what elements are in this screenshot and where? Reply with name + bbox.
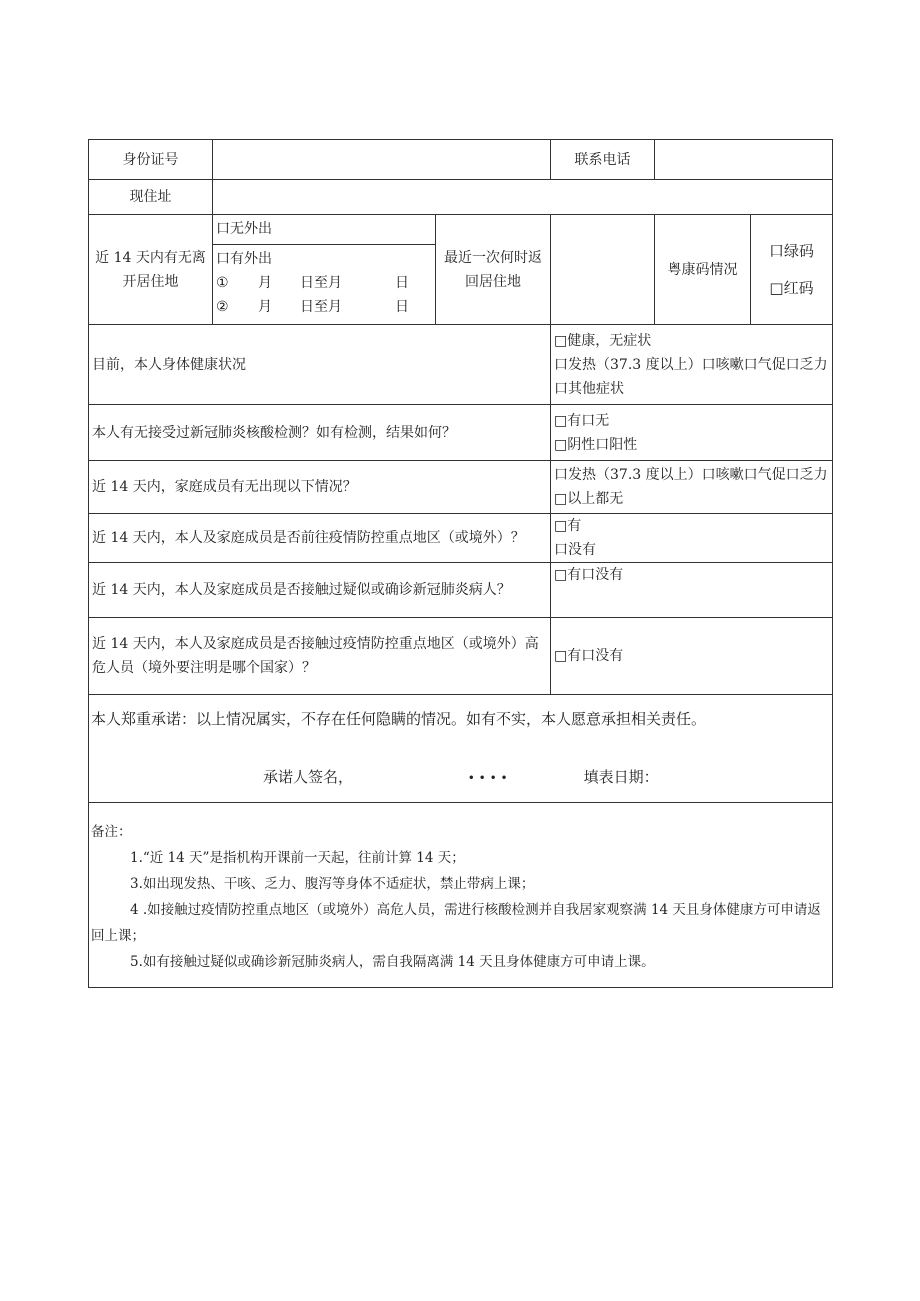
answer-option[interactable]: □有口没有 bbox=[554, 648, 624, 664]
question-row-health bbox=[89, 325, 833, 405]
trip1-range[interactable]: 日至月 bbox=[300, 275, 342, 291]
health-code-options bbox=[751, 215, 833, 325]
answer-cell bbox=[551, 325, 833, 405]
pledge-row bbox=[89, 695, 833, 803]
answer-option[interactable]: 口没有 bbox=[554, 542, 596, 558]
notes-title: 备注： bbox=[91, 824, 132, 840]
has-travel-option[interactable]: 口有外出 bbox=[216, 251, 272, 267]
trip1-marker: ① bbox=[216, 275, 229, 291]
trip2-day[interactable]: 日 bbox=[395, 299, 409, 315]
trip-row-2 bbox=[216, 295, 432, 319]
question-label: 目前，本人身体健康状况 bbox=[89, 325, 551, 405]
answer-cell bbox=[551, 405, 833, 461]
trip2-marker: ② bbox=[216, 299, 229, 315]
return-field[interactable] bbox=[551, 215, 655, 325]
answer-option[interactable]: □有口没有 bbox=[554, 567, 624, 583]
answer-cell bbox=[551, 514, 833, 563]
question-label: 本人有无接受过新冠肺炎核酸检测？如有检测，结果如何？ bbox=[89, 405, 551, 461]
declaration-form bbox=[88, 139, 832, 988]
trip2-month[interactable]: 月 bbox=[258, 299, 272, 315]
answer-option[interactable]: 口发热（37.3 度以上）口咳嗽口气促口乏力口其他症状 bbox=[554, 356, 828, 397]
red-code-option[interactable]: □红码 bbox=[769, 278, 814, 297]
note-item: 5.如有接触过疑似或确诊新冠肺炎病人，需自我隔离满 14 天且身体健康方可申请上课。 bbox=[130, 954, 655, 970]
notes-cell bbox=[89, 803, 833, 988]
answer-option[interactable]: □有 bbox=[554, 518, 582, 534]
signature-label: 承诺人签名， bbox=[263, 768, 354, 786]
trip1-month[interactable]: 月 bbox=[258, 275, 272, 291]
notes-row bbox=[89, 803, 833, 988]
question-row-family bbox=[89, 461, 833, 514]
answer-cell bbox=[551, 461, 833, 514]
trip1-day[interactable]: 日 bbox=[395, 275, 409, 291]
date-label: 填表日期： bbox=[583, 768, 659, 786]
note-item: 3.如出现发热、干咳、乏力、腹泻等身体不适症状，禁止带病上课； bbox=[130, 876, 535, 892]
answer-option[interactable]: □健康，无症状 bbox=[554, 332, 652, 349]
phone-field[interactable] bbox=[655, 140, 833, 180]
signature-line bbox=[91, 765, 830, 790]
id-label: 身份证号 bbox=[89, 140, 213, 180]
id-row bbox=[89, 140, 833, 180]
travel-label: 近 14 天内有无离开居住地 bbox=[89, 215, 213, 325]
green-code-option[interactable]: 口绿码 bbox=[768, 241, 814, 260]
answer-option[interactable]: □有口无 bbox=[554, 412, 610, 429]
note-item: 1.“近 14 天”是指机构开课前一天起，往前计算 14 天； bbox=[130, 850, 465, 866]
form-table bbox=[88, 139, 833, 988]
answer-cell bbox=[551, 563, 833, 618]
question-label: 近 14 天内，本人及家庭成员是否前往疫情防控重点地区（或境外）？ bbox=[89, 514, 551, 563]
address-row bbox=[89, 180, 833, 215]
question-label: 近 14 天内，家庭成员有无出现以下情况？ bbox=[89, 461, 551, 514]
trip-table bbox=[216, 271, 432, 319]
travel-options bbox=[213, 215, 436, 325]
answer-option[interactable]: □以上都无 bbox=[554, 491, 624, 507]
question-label: 近 14 天内，本人及家庭成员是否接触过疫情防控重点地区（或境外）高危人员（境外要注明是哪个国家）？ bbox=[89, 618, 551, 695]
return-label: 最近一次何时返回居住地 bbox=[436, 215, 551, 325]
address-label: 现住址 bbox=[89, 180, 213, 215]
question-row-contact bbox=[89, 563, 833, 618]
travel-row bbox=[89, 215, 833, 325]
pledge-text: 本人郑重承诺：以上情况属实，不存在任何隐瞒的情况。如有不实，本人愿意承担相关责任。 bbox=[91, 710, 707, 728]
question-row-test bbox=[89, 405, 833, 461]
question-row-high-risk bbox=[89, 618, 833, 695]
question-label: 近 14 天内，本人及家庭成员是否接触过疑似或确诊新冠肺炎病人？ bbox=[89, 563, 551, 618]
answer-option[interactable]: □阴性口阳性 bbox=[554, 436, 638, 453]
trip2-range[interactable]: 日至月 bbox=[300, 299, 342, 315]
address-field[interactable] bbox=[213, 180, 833, 215]
question-row-region bbox=[89, 514, 833, 563]
answer-cell bbox=[551, 618, 833, 695]
no-travel-option[interactable]: 口无外出 bbox=[216, 221, 272, 237]
pledge-cell bbox=[89, 695, 833, 803]
phone-label: 联系电话 bbox=[551, 140, 655, 180]
signature-dots[interactable]: • • • • bbox=[467, 771, 508, 785]
note-item: 4 .如接触过疫情防控重点地区（或境外）高危人员，需进行核酸检测并自我居家观察满 14 天且身体健康方可申请返回上课； bbox=[91, 902, 821, 944]
health-code-label: 粤康码情况 bbox=[655, 215, 751, 325]
id-field[interactable] bbox=[213, 140, 551, 180]
travel-detail bbox=[213, 244, 435, 319]
trip-row-1 bbox=[216, 271, 432, 295]
answer-option[interactable]: 口发热（37.3 度以上）口咳嗽口气促口乏力 bbox=[554, 467, 828, 483]
